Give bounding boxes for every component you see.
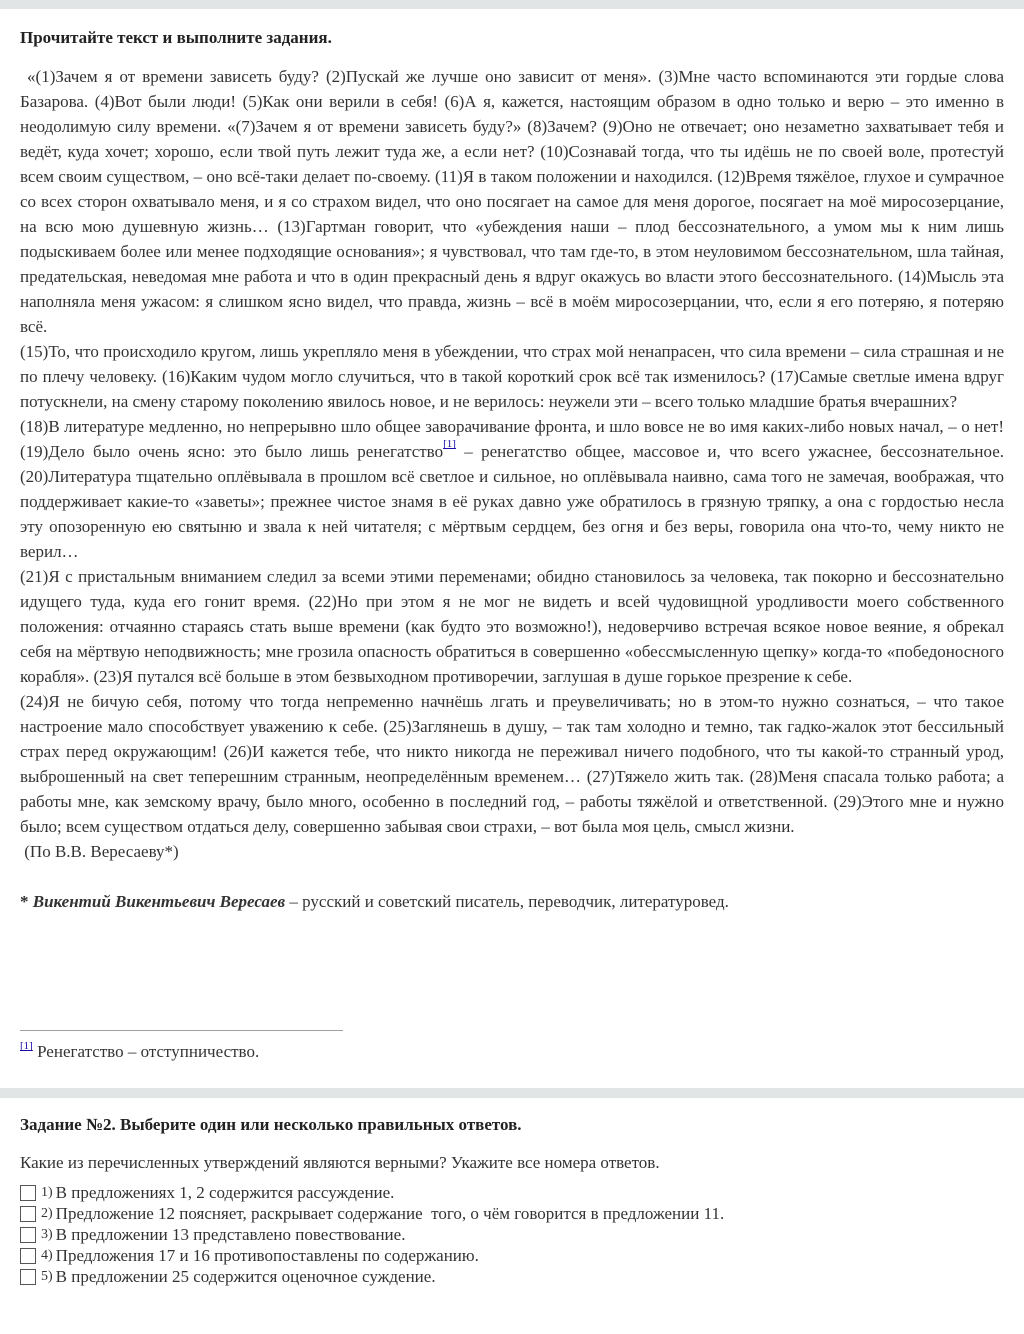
paragraph-3	[20, 414, 1004, 564]
author-note	[20, 889, 1004, 914]
paragraph-3-end: – ренегатство общее, массовое и, что всего ужаснее, бессознательное. (20)Литература тщательно оплёвывала в прошлом всё светлое и сильное, но оплёвывала наивно, сама того не замечая, воображая, что поддерживает какие-то «заветы»; прежнее чистое знамя в её руках давно уже обратилось в грязную тряпку, а она с гордостью несла эту опозоренную ею святыню и звала к ней читателя; с мёртвым сердцем, без огня и без веры, говорила она что-то, чему никто не верил…	[20, 442, 1004, 561]
checkbox[interactable]	[20, 1227, 36, 1243]
paragraph-2: (15)То, что происходило кругом, лишь укрепляло меня в убеждении, что страх мой ненапрасен, что сила времени – сила страшная и не по плечу человеку. (16)Каким чудом могло случиться, что в такой короткий срок всё так изменилось? (17)Самые светлые имена вдруг потускнели, на смену старому поколению явилось новое, и не верилось: неужели эти – всего только младшие братья вчерашних?	[20, 342, 1004, 411]
footnote-divider	[20, 1030, 343, 1031]
reading-text	[20, 64, 1009, 864]
answer-option[interactable]	[20, 1203, 1004, 1224]
answer-option[interactable]	[20, 1224, 1004, 1245]
option-number: 2)	[41, 1205, 53, 1221]
reading-section	[20, 26, 1009, 914]
checkbox[interactable]	[20, 1269, 36, 1285]
task-section	[20, 1113, 1004, 1287]
answer-options	[20, 1182, 1004, 1287]
note-description: – русский и советский писатель, переводчик, литературовед.	[285, 892, 729, 911]
note-author-name: Викентий Викентьевич Вересаев	[32, 892, 286, 911]
task-question: Какие из перечисленных утверждений являются верными? Укажите все номера ответов.	[20, 1153, 660, 1172]
option-number: 5)	[41, 1268, 53, 1284]
footnote-ref-link[interactable]: [1]	[443, 438, 456, 450]
paragraph-1: «(1)Зачем я от времени зависеть буду? (2)Пускай же лучше оно зависит от меня». (3)Мне часто вспоминаются эти гордые слова Базарова. (4)Вот были люди! (5)Как они верили в себя! (6)А я, кажется, настоящим образом в одно только и верю – это именно в неодолимую силу времени. «(7)Зачем я от времени зависеть буду?» (8)Зачем? (9)Оно не отвечает; оно незаметно захватывает тебя и ведёт, куда хочет; хорошо, если твой путь лежит туда же, а если нет? (10)Сознавай тогда, что ты идёшь не по своей воле, протестуй всем своим существом, – оно всё-таки делает по-своему. (11)Я в таком положении и находился. (12)Время тяжёлое, глухое и сумрачное со всех сторон охватывало меня, и я со страхом видел, что оно посягает на самое для меня дорогое, посягает на моё миросозерцание, на всю мою душевную жизнь… (13)Гартман говорит, что «убеждения наши – плод бессознательного, а умом мы к ним лишь подыскиваем более или менее подходящие основания»; я чувствовал, что там где-то, в этом неуловимом бессознательном, шла тайная, предательская, неведомая мне работа и что в один прекрасный день я вдруг окажусь во власти этого бессознательного. (14)Мысль эта наполняла меня ужасом: я слишком ясно видел, что правда, жизнь – всё в моём миросозерцании, что, если я его потеряю, я потеряю всё.	[20, 67, 1009, 336]
answer-option[interactable]	[20, 1245, 1004, 1266]
footnote	[20, 1040, 259, 1064]
paragraph-3-start: (18)В литературе медленно, но непрерывно шло общее заворачивание фронта, и шло вовсе не во имя каких-либо новых начал, – о нет! (19)Дело было очень ясно: это было лишь ренегатство	[20, 417, 1004, 461]
option-text: В предложении 13 представлено повествование.	[55, 1224, 406, 1244]
option-text: Предложение 12 поясняет, раскрывает содержание того, о чём говорится в предложении 11.	[55, 1203, 725, 1223]
option-number: 4)	[41, 1247, 53, 1263]
answer-option[interactable]	[20, 1266, 1004, 1287]
answer-option[interactable]	[20, 1182, 1004, 1203]
author-attribution: (По В.В. Вересаеву*)	[20, 842, 179, 861]
footnote-back-link[interactable]: [1]	[20, 1040, 33, 1052]
option-text: В предложении 25 содержится оценочное суждение.	[55, 1266, 436, 1286]
option-text: Предложения 17 и 16 противопоставлены по содержанию.	[55, 1245, 479, 1265]
paragraph-5: (24)Я не бичую себя, потому что тогда непременно начнёшь лгать и преувеличивать; но в этом-то нужно сознаться, – что такое настроение мало способствует уважению к себе. (25)Заглянешь в душу, – так там холодно и темно, так гадко-жалок этот бессильный страх перед окружающим! (26)И кажется тебе, что никто никогда не переживал ничего подобного, что ты какой-то странный урод, выброшенный на свет теперешним странным, неопределённым временем… (27)Тяжело жить так. (28)Меня спасала только работа; а работы мне, как земскому врачу, было много, особенно в последний год, – работы тяжёлой и ответственной. (29)Этого мне и нужно было; всем существом отдаться делу, совершенно забывая свои страхи, – вот была моя цель, смысл жизни.	[20, 692, 1004, 836]
checkbox[interactable]	[20, 1185, 36, 1201]
section-divider-bar	[0, 1088, 1024, 1098]
footnote-text: Ренегатство – отступничество.	[32, 1042, 260, 1061]
task-title: Задание №2. Выберите один или несколько правильных ответов.	[20, 1115, 522, 1134]
checkbox[interactable]	[20, 1248, 36, 1264]
checkbox[interactable]	[20, 1206, 36, 1222]
note-asterisk: *	[20, 892, 33, 911]
option-number: 1)	[41, 1184, 53, 1200]
option-text: В предложениях 1, 2 содержится рассуждение.	[55, 1182, 395, 1202]
reading-heading: Прочитайте текст и выполните задания.	[20, 28, 332, 47]
option-number: 3)	[41, 1226, 53, 1242]
top-divider-bar	[0, 0, 1024, 9]
paragraph-4: (21)Я с пристальным вниманием следил за всеми этими переменами; обидно становилось за человека, так покорно и бессознательно идущего туда, куда его гонит время. (22)Но при этом я не мог не видеть и всей чудовищной уродливости моего собственного положения: отчаянно стараясь стать выше времени (как будто это возможно!), недоверчиво встречая всякое новое веяние, я обрекал себя на мёртвую неподвижность; мне грозила опасность обратиться в совершенно «обессмысленную щепку» когда-то «победоносного корабля». (23)Я путался всё больше в этом безвыходном противоречии, заглушая в душе горькое презрение к себе.	[20, 567, 1004, 686]
